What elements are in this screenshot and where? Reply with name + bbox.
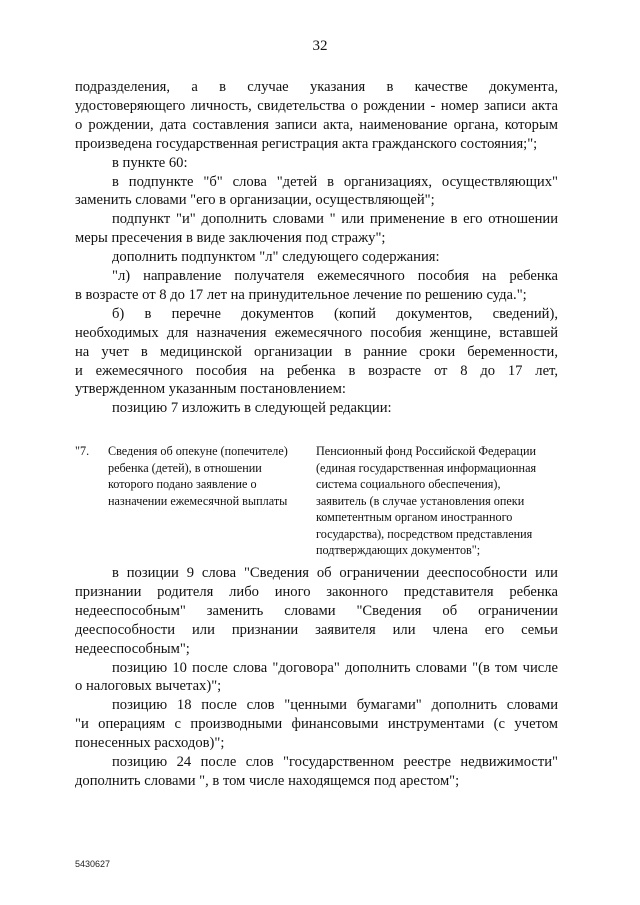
table-cell-line: ребенка (детей), в отношении	[108, 460, 262, 475]
text-line: позицию 10 после слова "договора" дополнить словами "(в том числе	[112, 659, 558, 676]
table-cell-line: Пенсионный фонд Российской Федерации	[316, 444, 536, 458]
text-line: о налоговых вычетах)";	[75, 678, 222, 695]
text-line: "л) направление получателя ежемесячного пособия на ребенка	[112, 268, 558, 284]
text-line: заменить словами "его в организации, осуществляющей";	[75, 192, 435, 209]
text-line: понесенных расходов)";	[75, 735, 225, 752]
text-line: в пункте 60:	[112, 154, 188, 171]
text-line: "и операциям с производными финансовыми инструментами (с учетом	[75, 716, 558, 733]
text-line: в возрасте от 8 до 17 лет на принудительное лечение по решению суда.";	[75, 286, 527, 303]
table-cell-document	[108, 443, 288, 509]
document-code: 5430627	[75, 859, 111, 869]
text-line: произведена государственная регистрация акта гражданского состояния;";	[75, 135, 538, 152]
text-line: в подпункте "б" слова "детей в организациях, осуществляющих"	[112, 173, 558, 190]
text-line: необходимых для назначения ежемесячного пособия женщине, вставшей	[75, 324, 558, 341]
table-cell-line: назначении ежемесячной выплаты	[108, 493, 288, 508]
text-line: удостоверяющего личность, свидетельства о рождении - номер записи акта	[75, 97, 558, 114]
text-line: меры пресечения в виде заключения под стражу";	[75, 230, 386, 247]
text-line: и ежемесячного пособия на ребенка в возрасте от 8 до 17 лет,	[75, 362, 558, 379]
text-line: дополнить словами ", в том числе находящемся под арестом";	[75, 772, 460, 789]
text-line: позицию 24 после слов "государственном реестре недвижимости"	[112, 754, 558, 770]
text-line: позицию 18 после слов "ценными бумагами" дополнить словами	[112, 697, 558, 714]
text-line: в позиции 9 слова "Сведения об ограничении дееспособности или	[112, 565, 558, 581]
text-line: недееспособным" заменить словами "Сведения об ограничении	[75, 602, 558, 619]
table-cell-line: заявитель (в случае установления опеки	[316, 493, 525, 508]
table-cell-line: компетентным органом иностранного	[316, 510, 513, 524]
text-line: утвержденном указанным постановлением:	[75, 381, 346, 398]
text-line: дополнить подпунктом "л" следующего содержания:	[112, 249, 440, 266]
text-line: недееспособным";	[75, 640, 190, 657]
text-line: дееспособности или признании заявителя или члена его семьи	[75, 621, 558, 638]
text-line: на учет в медицинской организации в ранние сроки беременности,	[75, 343, 558, 360]
table-cell-line: подтверждающих документов";	[316, 543, 481, 557]
table-cell-line: которого подано заявление о	[108, 477, 257, 491]
text-line: признании родителя либо иного законного представителя ребенка	[75, 583, 558, 600]
text-line: позицию 7 изложить в следующей редакции:	[112, 400, 392, 417]
page-number: 32	[312, 38, 328, 54]
text-line: подпункт "и" дополнить словами " или применение в его отношении	[112, 211, 558, 228]
table-cell-line: Сведения об опекуне (попечителе)	[108, 444, 288, 458]
table-cell-line: (единая государственная информационная	[316, 460, 537, 475]
table-cell-number: "7.	[75, 444, 90, 458]
text-line: подразделения, а в случае указания в качестве документа,	[75, 79, 558, 95]
table-cell-source	[316, 443, 536, 559]
text-line: о рождении, дата составления записи акта, наименование органа, которым	[75, 116, 558, 133]
text-line: б) в перечне документов (копий документов, сведений),	[112, 305, 558, 322]
table-cell-line: система социального обеспечения),	[316, 477, 501, 491]
table-cell-line: государства), посредством представления	[316, 526, 533, 541]
